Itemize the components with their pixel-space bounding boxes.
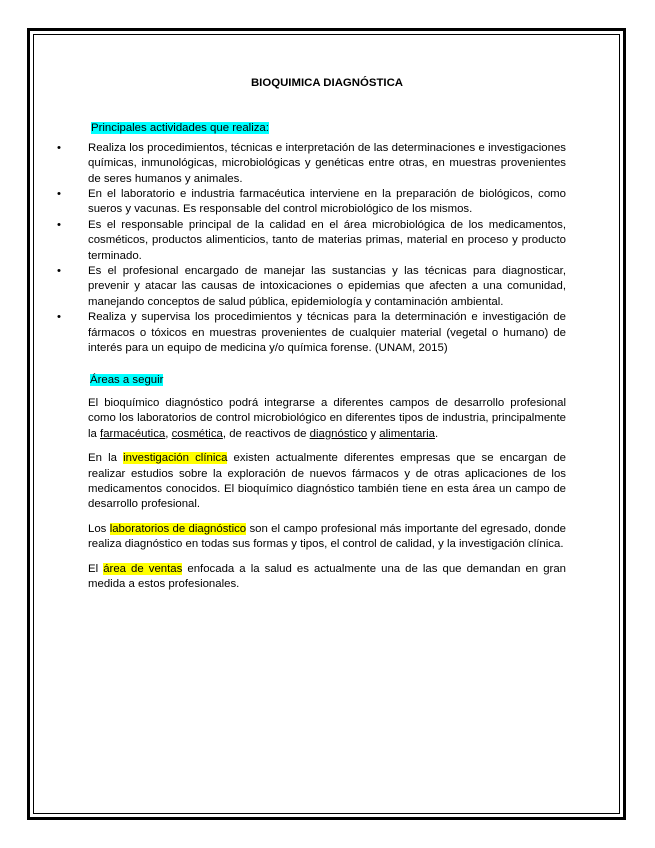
list-item: • Realiza y supervisa los procedimientos y técnicas para la determinación e investigación de fármacos o tóxicos en muestras provenientes de cualquier material (vegetal o humano) de interés para un equipo de medicina y/o química forense. (UNAM, 2015) [88, 310, 566, 356]
paragraph-text: existen actualmente diferentes empresas que se encargan de realizar estudios sobre la exploración de nuevos fármacos y de otras aplicaciones de los medicamentos conocidos. El bioquímico diagnóstico también tiene en esta área un campo de desarrollo profesional. [88, 452, 566, 511]
highlight-laboratorios-diagnostico: laboratorios de diagnóstico [109, 522, 247, 535]
list-item: • En el laboratorio e industria farmacéutica interviene en la preparación de biológicos, como sueros y vacunas. Es responsable del control microbiológico de los mismos. [88, 187, 566, 218]
list-item: • Es el profesional encargado de manejar las sustancias y las técnicas para diagnosticar, prevenir y atacar las causas de intoxicaciones o epidemias que afecten a una comunidad, manejando conceptos de salud pública, epidemiología y contaminación ambiental. [88, 264, 566, 310]
paragraph-investigacion [88, 451, 566, 513]
section-heading-areas [90, 373, 566, 388]
paragraph-text: enfocada a la salud es actualmente una de las que demandan en gran medida a estos profesionales. [88, 562, 566, 590]
highlight-investigacion-clinica: investigación clínica [123, 452, 228, 465]
link-diagnostico[interactable]: diagnóstico [309, 427, 368, 440]
paragraph-laboratorios [88, 522, 566, 553]
paragraph-text: , [165, 427, 172, 440]
activities-list [88, 141, 566, 357]
list-item: • Realiza los procedimientos, técnicas e interpretación de las determinaciones e investigaciones químicas, inmunológicas, microbiológicas y genéticas entre otras, en muestras provenientes de seres humanos y animales. [88, 141, 566, 187]
link-cosmetica[interactable]: cosmética [171, 427, 223, 440]
paragraph-text: En la [88, 452, 124, 465]
paragraph-text: . [435, 427, 439, 440]
heading-highlight: Principales actividades que realiza: [91, 122, 269, 135]
document-body [88, 76, 566, 601]
paragraph-text: El bioquímico diagnóstico podrá integrarse a diferentes campos de desarrollo profesional como los laboratorios de control microbiológico en diferentes tipos de industria, principalmente la [88, 396, 566, 440]
list-item: • Es el responsable principal de la calidad en el área microbiológica de los medicamentos, cosméticos, productos alimenticios, tanto de materias primas, material en proceso y producto terminado. [88, 218, 566, 264]
paragraph-campos [88, 396, 566, 442]
link-farmaceutica[interactable]: farmacéutica [100, 427, 166, 440]
paragraph-ventas [88, 562, 566, 593]
section-heading-actividades [91, 121, 566, 136]
paragraph-text: Los [88, 522, 110, 535]
paragraph-text: El [88, 562, 104, 575]
heading-highlight: Áreas a seguir [90, 373, 164, 386]
highlight-area-ventas: área de ventas [103, 562, 183, 575]
paragraph-text: son el campo profesional más importante del egresado, donde realiza diagnóstico en todas sus formas y tipos, el control de calidad, y la investigación clínica. [88, 522, 566, 551]
document-title: BIOQUIMICA DIAGNÓSTICA [250, 77, 404, 89]
link-alimentaria[interactable]: alimentaria [379, 427, 436, 440]
paragraph-text: , de reactivos de [222, 427, 310, 440]
paragraph-text: y [367, 427, 380, 440]
